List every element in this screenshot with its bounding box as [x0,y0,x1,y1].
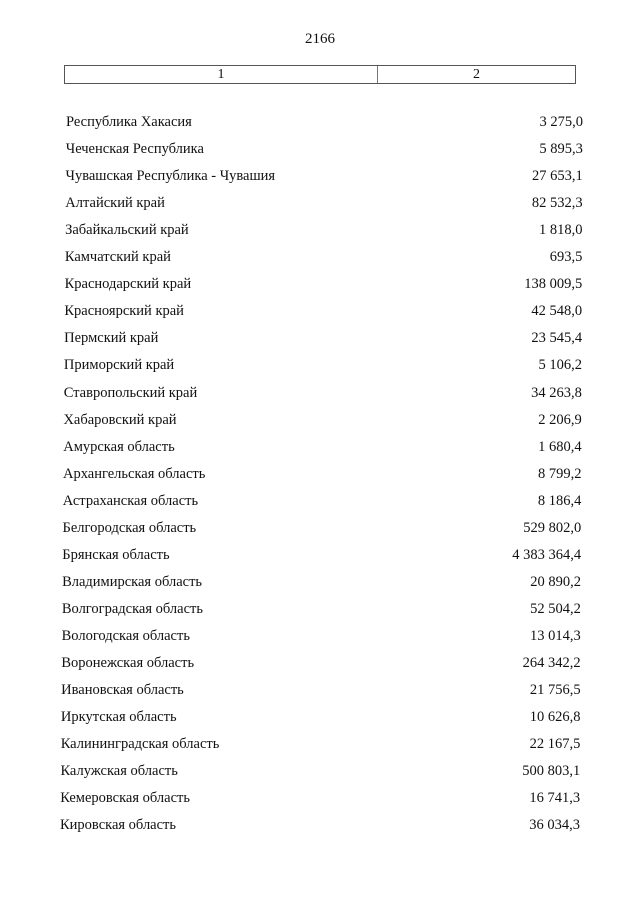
region-name: Хабаровский край [63,411,177,428]
region-value: 82 532,3 [531,195,583,212]
region-name: Приморский край [63,357,175,374]
region-name: Калининградская область [60,736,220,753]
region-value: 20 890,2 [530,573,582,590]
region-value: 42 548,0 [531,303,583,320]
table-row [60,815,580,835]
page-number: 2166 [305,31,335,47]
table-row [62,572,581,592]
table-row [63,518,582,538]
table-row [63,491,582,511]
region-name: Амурская область [63,438,175,455]
region-value: 693,5 [549,249,583,266]
table-row [64,383,582,403]
region-name: Республика Хакасия [66,114,192,130]
region-name: Красноярский край [64,303,184,320]
region-name: Чеченская Республика [65,141,204,158]
table-row [63,464,582,484]
region-value: 36 034,3 [529,817,580,834]
table-row [65,220,582,240]
region-value: 264 342,2 [522,655,581,671]
region-name: Пермский край [64,330,159,347]
region-value: 5 106,2 [538,357,582,374]
table-row [66,139,583,159]
region-value: 52 504,2 [530,600,581,617]
region-name: Воронежская область [61,655,195,671]
region-name: Белгородская область [62,519,197,536]
table-row [64,328,582,348]
region-value: 34 263,8 [531,384,582,401]
region-value: 138 009,5 [524,276,583,293]
region-value: 3 275,0 [539,114,583,130]
region-value: 13 014,3 [530,627,581,644]
table-row [65,274,583,294]
region-name: Краснодарский край [64,276,192,293]
region-value: 529 802,0 [523,519,582,536]
region-value: 10 626,8 [529,709,581,726]
region-value: 1 680,4 [538,438,582,455]
region-name: Чувашская Республика - Чувашия [65,168,276,185]
table-row [62,545,581,565]
table-row [60,761,580,781]
region-name: Волгоградская область [61,600,203,617]
table-row [62,599,581,619]
table-row [64,355,582,375]
table-header [64,65,576,84]
table-row [61,707,581,727]
region-value: 27 653,1 [532,168,583,185]
region-name: Вологодская область [61,627,190,644]
region-name: Кировская область [60,817,177,834]
region-name: Ивановская область [61,682,184,699]
region-value: 500 803,1 [522,763,581,780]
region-name: Астраханская область [62,492,199,509]
region-value: 1 818,0 [539,222,583,239]
region-value: 8 186,4 [537,492,582,509]
region-name: Забайкальский край [65,222,189,239]
table-row [60,788,580,808]
region-value: 4 383 364,4 [512,546,582,563]
table-row [63,410,581,430]
region-name: Калужская область [60,763,178,780]
table-row [61,734,581,754]
table-row [65,193,582,213]
region-name: Ставропольский край [63,384,198,401]
table-row [62,626,581,646]
table-row [64,301,582,321]
table-row [63,437,581,457]
region-value: 16 741,3 [529,790,581,807]
table-row [66,166,583,186]
region-name: Брянская область [62,546,170,563]
region-name: Владимирская область [62,573,203,590]
region-value: 21 756,5 [529,682,581,699]
table-row [61,680,580,700]
region-value: 5 895,3 [539,141,583,158]
region-value: 22 167,5 [529,736,581,753]
region-value: 8 799,2 [538,465,582,482]
table-row [61,653,580,673]
region-name: Камчатский край [64,249,171,266]
region-value: 23 545,4 [531,330,583,347]
region-name: Алтайский край [65,195,165,212]
region-name: Архангельская область [63,465,206,482]
table-row [66,112,583,132]
table-row [65,247,583,267]
column-header-2: 2 [473,67,480,82]
region-value: 2 206,9 [538,411,582,428]
column-header-1: 1 [65,66,378,83]
region-name: Кемеровская область [60,790,190,807]
region-name: Иркутская область [60,709,177,726]
